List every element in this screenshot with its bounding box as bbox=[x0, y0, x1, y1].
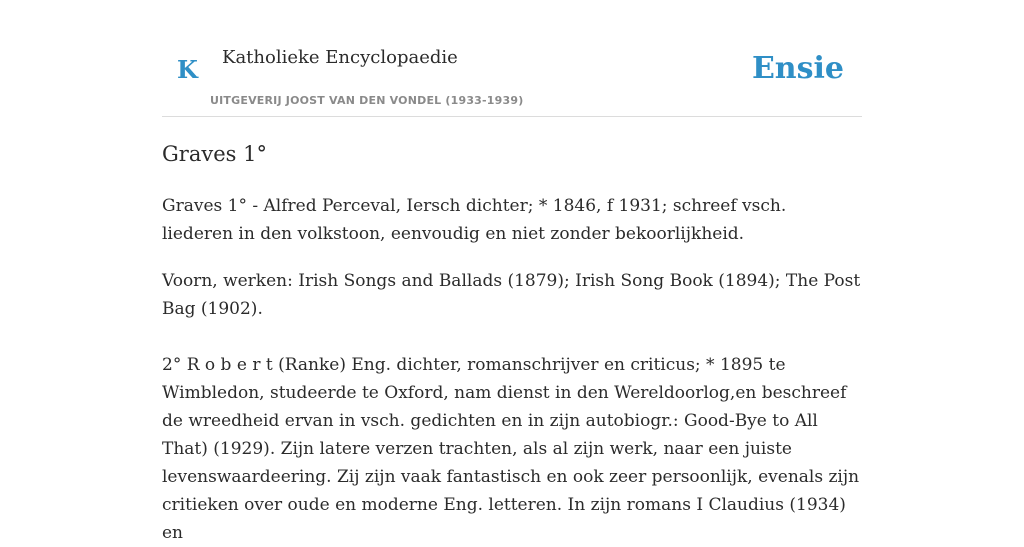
page bbox=[162, 0, 862, 543]
ensie-brand-link[interactable]: Ensie bbox=[751, 51, 844, 86]
publisher-subtitle: UITGEVERIJ JOOST VAN DEN VONDEL (1933-1939) bbox=[210, 94, 524, 107]
site-header bbox=[162, 0, 862, 117]
site-logo[interactable]: K bbox=[177, 55, 198, 84]
article-paragraph: Voorn, werken: Irish Songs and Ballads (1879); Irish Song Book (1894); The Post Bag (1902). bbox=[162, 271, 861, 319]
article-title: Graves 1° bbox=[162, 142, 267, 166]
article-paragraph: Graves 1° - Alfred Perceval, Iersch dichter; * 1846, f 1931; schreef vsch. liederen in den volkstoon, eenvoudig en niet zonder bekoorlijkheid. bbox=[162, 196, 787, 244]
article-paragraph: 2° R o b e r t (Ranke) Eng. dichter, romanschrijver en criticus; * 1895 te Wimbledon, studeerde te Oxford, nam dienst in den Wereldoorlog,en beschreef de wreedheid ervan in vsch. gedichten en in zijn autobiogr.: Good-Bye to All That) (1929). Zijn latere verzen trachten, als al zijn werk, naar een juiste levenswaardeering. Zij zijn vaak fantastisch en ook zeer persoonlijk, evenals zijn critieken over oude en moderne Eng. letteren. In zijn romans I Claudius (1934) en bbox=[162, 355, 860, 543]
site-title[interactable]: Katholieke Encyclopaedie bbox=[222, 47, 458, 68]
